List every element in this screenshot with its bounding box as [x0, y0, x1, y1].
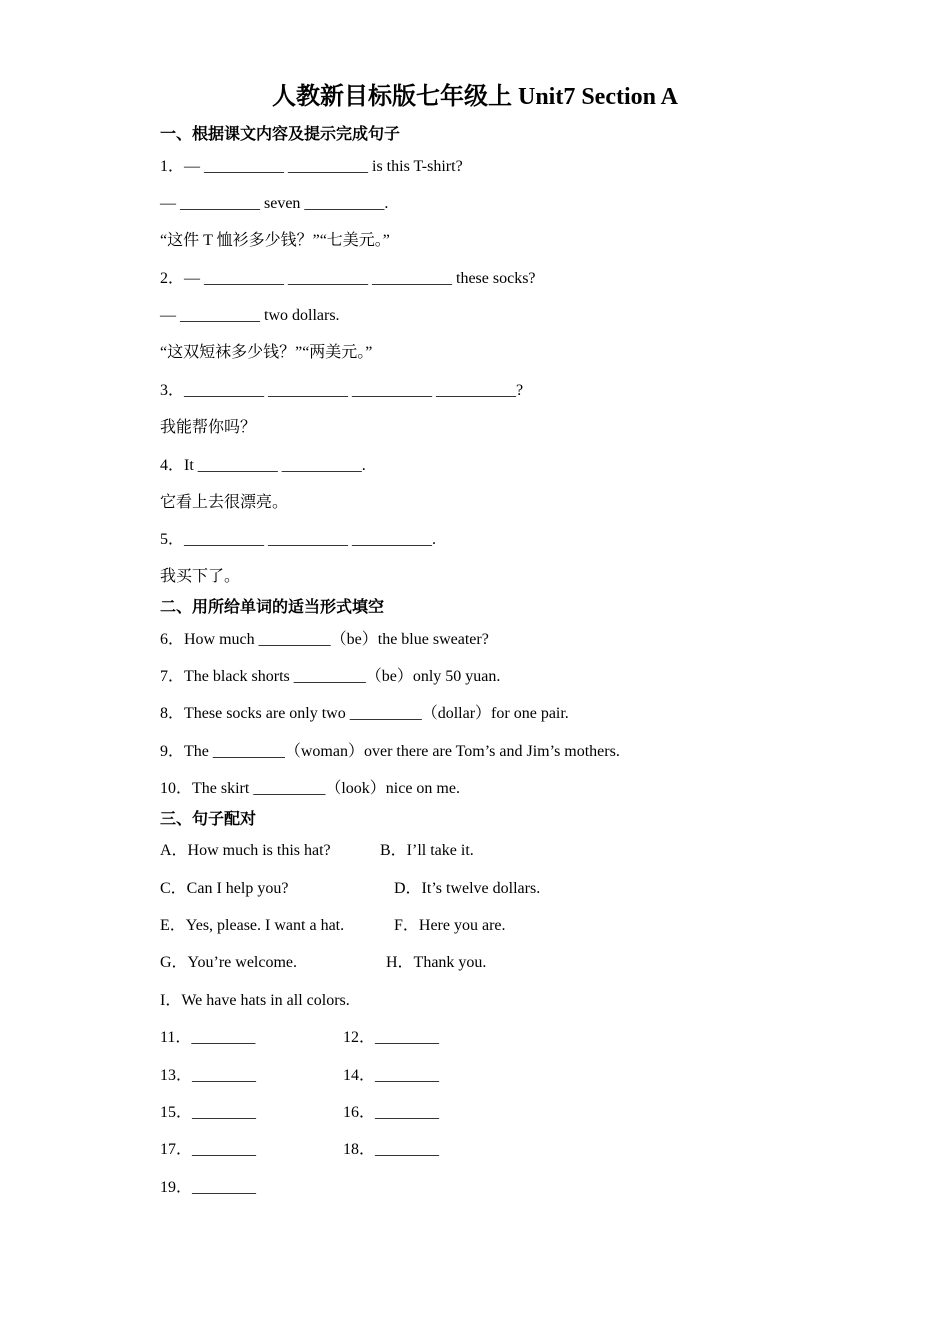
s2-line-7: 7．The black shorts _________（be）only 50 yuan.	[160, 668, 501, 685]
s1-line-2: — __________ seven __________.	[160, 195, 389, 212]
answer-19: 19．________	[160, 1179, 257, 1196]
option-h: H．Thank you.	[386, 954, 487, 971]
answer-14: 14．________	[343, 1067, 440, 1084]
option-i: I．We have hats in all colors.	[160, 992, 350, 1009]
section3-heading: 三、句子配对	[160, 809, 257, 828]
answer-13: 13．________	[160, 1067, 257, 1084]
s1-line-11: 5．__________ __________ __________.	[160, 531, 437, 548]
s1-line-3: “这件 T 恤衫多少钱？”“七美元。”	[160, 232, 390, 249]
s1-line-6: “这双短袜多少钱？”“两美元。”	[160, 344, 373, 361]
s1-line-5: — __________ two dollars.	[160, 307, 340, 324]
s2-line-8: 8．These socks are only two _________（dollar）for one pair.	[160, 705, 569, 722]
option-b: B．I’ll take it.	[380, 842, 474, 859]
s1-line-10: 它看上去很漂亮。	[160, 494, 289, 511]
s1-line-9: 4．It __________ __________.	[160, 457, 366, 474]
s1-line-8: 我能帮你吗？	[160, 419, 257, 436]
answer-15: 15．________	[160, 1104, 257, 1121]
s2-line-9: 9．The _________（woman）over there are Tom’s and Jim’s mothers.	[160, 743, 620, 760]
answer-12: 12．________	[343, 1029, 440, 1046]
s2-line-6: 6．How much _________（be）the blue sweater?	[160, 631, 489, 648]
s2-line-10: 10．The skirt _________（look）nice on me.	[160, 780, 460, 797]
section1-heading: 一、根据课文内容及提示完成句子	[160, 124, 401, 143]
answer-18: 18．________	[343, 1141, 440, 1158]
option-c: C．Can I help you?	[160, 880, 289, 897]
page-title: 人教新目标版七年级上 Unit7 Section A	[271, 84, 678, 110]
s1-line-4: 2．— __________ __________ __________ these socks?	[160, 270, 536, 287]
s1-line-7: 3．__________ __________ __________ __________?	[160, 382, 524, 399]
option-f: F．Here you are.	[394, 917, 506, 934]
option-e: E．Yes, please. I want a hat.	[160, 917, 345, 934]
section2-heading: 二、用所给单词的适当形式填空	[160, 597, 385, 616]
option-d: D．It’s twelve dollars.	[394, 880, 541, 897]
option-a: A．How much is this hat?	[160, 842, 331, 859]
s1-line-12: 我买下了。	[160, 568, 241, 585]
answer-17: 17．________	[160, 1141, 257, 1158]
answer-16: 16．________	[343, 1104, 440, 1121]
s1-line-1: 1．— __________ __________ is this T-shirt?	[160, 158, 463, 175]
option-g: G．You’re welcome.	[160, 954, 298, 971]
answer-11: 11．________	[160, 1029, 256, 1046]
